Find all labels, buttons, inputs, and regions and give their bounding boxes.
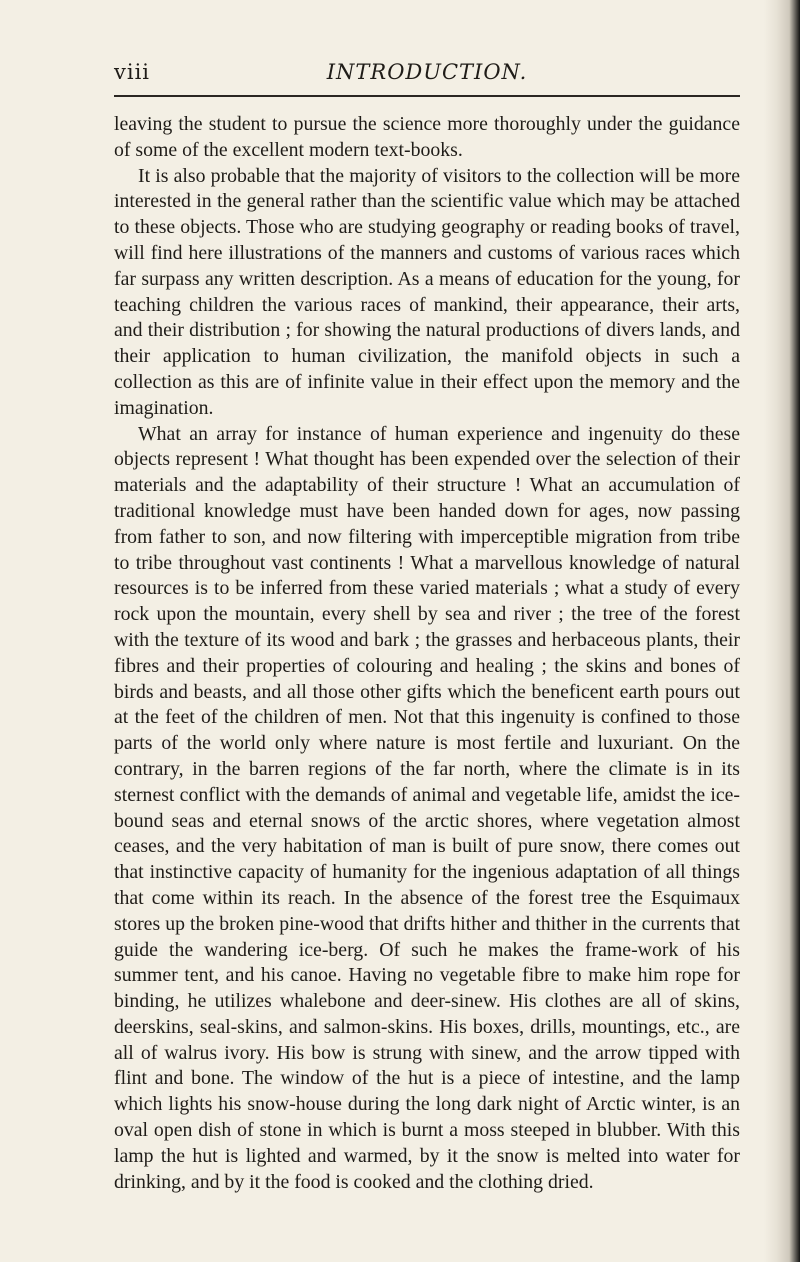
page-edge-shadow [764, 0, 800, 1262]
running-title: INTRODUCTION. [326, 60, 528, 84]
paragraph-continuation: leaving the student to pursue the science more thoroughly under the guidance of some of the excellent modern text-books. [114, 113, 740, 161]
paragraph: What an array for instance of human experience and ingenuity do these objects represent ! What thought has been expended over the selection of their materials and the adaptability of their structure ! What an accumulation of traditional knowledge must have been handed down for ages, now passing from father to son, and now filtering with imperceptible migration from tribe to tribe throughout vast continents ! What a marvellous knowledge of natural resources is to be inferred from these varied materials ; what a study of every rock upon the mountain, every shell by sea and river ; the tree of the forest with the texture of its wood and bark ; the grasses and herbaceous plants, their fibres and their properties of colouring and healing ; the skins and bones of birds and beasts, and all those other gifts which the beneficent earth pours out at the feet of the children of men. Not that this ingenuity is confined to those parts of the world only where nature is most fertile and luxuriant. On the contrary, in the barren regions of the far north, where the climate is in its sternest conflict with the demands of animal and vegetable life, amidst the ice-bound seas and eternal snows of the arctic shores, where vegetation almost ceases, and the very habitation of man is built of pure snow, there comes out that instinctive capacity of humanity for the ingenious adaptation of all things that come within its reach. In the absence of the forest tree the Esquimaux stores up the broken pine-wood that drifts hither and thither in the currents that guide the wandering ice-berg. Of such he makes the frame-work of his summer tent, and his canoe. Having no vegetable fibre to make him rope for binding, he utilizes whalebone and deer-sinew. His clothes are all of skins, deerskins, seal-skins, and salmon-skins. His boxes, drills, mountings, etc., are all of walrus ivory. His bow is strung with sinew, and the arrow tipped with flint and bone. The window of the hut is a piece of intestine, and the lamp which lights his snow-house during the long dark night of Arctic winter, is an oval open dish of stone in which is burnt a moss steeped in blubber. With this lamp the hut is lighted and warmed, by it the snow is melted into water for drinking, and by it the food is cooked and the clothing dried. [114, 422, 740, 1193]
page-header [114, 60, 740, 100]
paragraph: It is also probable that the majority of visitors to the collection will be more interested in the general rather than the scientific value which may be attached to these objects. Those who are studying geography or reading books of travel, will find here illustrations of the manners and customs of various races which far surpass any written description. As a means of education for the young, for teaching children the various races of mankind, their appearance, their arts, and their distribution ; for showing the natural productions of divers lands, and their application to human civilization, the manifold objects in such a collection as this are of infinite value in their effect upon the memory and the imagination. [114, 164, 740, 419]
header-rule [114, 95, 740, 97]
page-number: viii [114, 60, 151, 84]
body-text [114, 112, 740, 1195]
